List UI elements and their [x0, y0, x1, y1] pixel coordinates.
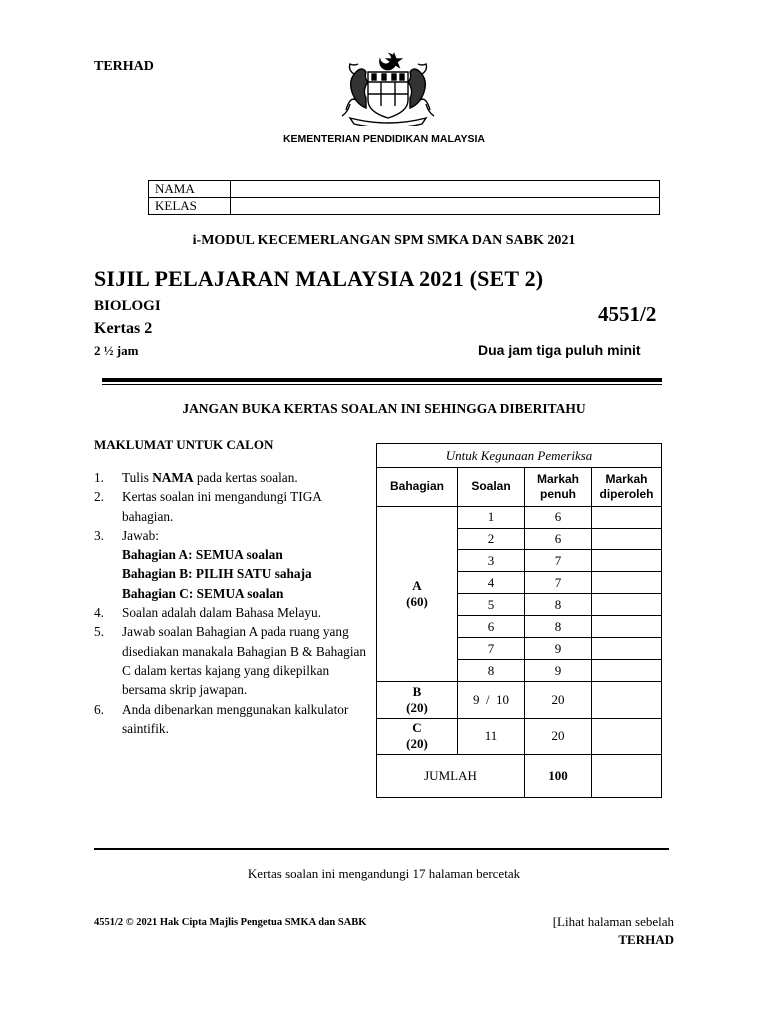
instruction-number: 3.	[94, 527, 104, 543]
candidate-instructions-list	[94, 468, 374, 738]
table-row	[377, 755, 662, 798]
class-row	[149, 198, 660, 215]
instruction-item	[94, 603, 374, 622]
class-field[interactable]	[231, 198, 660, 215]
section-b-label: B	[412, 683, 422, 699]
section-b-marks: (20)	[406, 699, 428, 715]
header-full-marks-line: Markah	[536, 471, 580, 486]
section-a-label: A	[412, 577, 422, 593]
marks-obtained-field[interactable]	[592, 682, 662, 719]
marks-obtained-field[interactable]	[592, 528, 662, 550]
section-c-label: C	[412, 720, 422, 736]
marks-obtained-field[interactable]	[592, 572, 662, 594]
section-a-instruction: Bahagian A: SEMUA soalan	[122, 547, 283, 563]
header-divider-thick	[102, 378, 662, 382]
marks-obtained-field[interactable]	[592, 616, 662, 638]
section-c-marks: (20)	[406, 736, 428, 752]
instruction-number: 1.	[94, 470, 104, 485]
classification-label-top: TERHAD	[94, 59, 154, 74]
section-a-marks: (60)	[406, 593, 428, 609]
classification-label-bottom: TERHAD	[618, 932, 674, 947]
instruction-item	[94, 468, 374, 487]
paper-code: 4551/2	[598, 302, 657, 326]
table-row	[377, 682, 662, 719]
ministry-name: KEMENTERIAN PENDIDIKAN MALAYSIA	[282, 133, 486, 145]
question-number: 6	[458, 616, 525, 638]
instruction-item	[94, 700, 374, 739]
next-page-note: [Lihat halaman sebelah	[552, 914, 674, 929]
class-label: KELAS	[149, 198, 231, 215]
marks-obtained-field[interactable]	[592, 550, 662, 572]
header-section: Bahagian	[377, 468, 458, 507]
marks-table-caption: Untuk Kegunaan Pemeriksa	[377, 444, 662, 468]
full-marks: 6	[525, 506, 592, 528]
header-divider-thin	[102, 384, 662, 385]
full-marks: 20	[525, 682, 592, 719]
instruction-text: Kertas soalan ini mengandungi TIGA bahagian.	[122, 489, 322, 524]
marks-obtained-field[interactable]	[592, 506, 662, 528]
instruction-number: 2.	[94, 489, 104, 505]
total-marks-obtained-field[interactable]	[592, 755, 662, 798]
exam-title: SIJIL PELAJARAN MALAYSIA 2021 (SET 2)	[94, 266, 544, 291]
candidate-info-heading: MAKLUMAT UNTUK CALON	[94, 437, 274, 452]
marks-obtained-field[interactable]	[592, 660, 662, 682]
section-c-instruction: Bahagian C: SEMUA soalan	[122, 585, 284, 601]
section-a-cell	[377, 506, 458, 681]
marks-obtained-field[interactable]	[592, 594, 662, 616]
full-marks: 7	[525, 550, 592, 572]
student-details-box	[148, 180, 660, 215]
question-number: 7	[458, 638, 525, 660]
question-number: 8	[458, 660, 525, 682]
section-c-cell	[377, 718, 458, 755]
header-marks-obtained-line: diperoleh	[599, 486, 654, 501]
instruction-text-part: pada kertas soalan.	[193, 470, 298, 485]
page-count-note: Kertas soalan ini mengandungi 17 halaman bercetak	[247, 866, 521, 881]
instruction-text-part: Jawab:	[122, 527, 159, 543]
instruction-number: 5.	[94, 624, 104, 640]
header-marks-obtained	[592, 468, 662, 507]
instruction-text: Jawab soalan Bahagian A pada ruang yang disediakan manakala Bahagian B & Bahagian C dalam kertas kajang yang dikepilkan bersama skrip jawapan.	[122, 624, 367, 698]
duration-long: Dua jam tiga puluh minit	[478, 342, 641, 358]
full-marks: 7	[525, 572, 592, 594]
instruction-text	[122, 526, 374, 603]
question-number: 4	[458, 572, 525, 594]
instruction-item	[94, 487, 374, 526]
do-not-open-warning: JANGAN BUKA KERTAS SOALAN INI SEHINGGA DIBERITAHU	[182, 401, 586, 416]
name-label: NAMA	[149, 181, 231, 198]
name-row	[149, 181, 660, 198]
full-marks: 9	[525, 638, 592, 660]
question-number: 1	[458, 506, 525, 528]
header-question: Soalan	[458, 468, 525, 507]
table-row	[377, 718, 662, 755]
instruction-emphasis: NAMA	[152, 470, 194, 485]
instruction-text: Soalan adalah dalam Bahasa Melayu.	[122, 605, 322, 621]
question-number: 9 / 10	[458, 682, 525, 719]
instruction-number: 4.	[94, 605, 104, 621]
marks-obtained-field[interactable]	[592, 638, 662, 660]
full-marks: 8	[525, 594, 592, 616]
instruction-item	[94, 622, 374, 699]
subject-name: BIOLOGI	[94, 298, 161, 314]
instruction-number: 6.	[94, 701, 104, 717]
header-full-marks	[525, 468, 592, 507]
question-number: 11	[458, 718, 525, 755]
full-marks: 20	[525, 718, 592, 755]
instruction-text: Anda dibenarkan menggunakan kalkulator saintifik.	[122, 701, 349, 736]
module-title: i-MODUL KECEMERLANGAN SPM SMKA DAN SABK 2021	[192, 233, 576, 248]
total-label: JUMLAH	[377, 755, 525, 798]
paper-number: Kertas 2	[94, 320, 153, 337]
question-number: 5	[458, 594, 525, 616]
question-number: 3	[458, 550, 525, 572]
table-row	[377, 506, 662, 528]
examiner-marks-table	[376, 443, 662, 798]
full-marks: 9	[525, 660, 592, 682]
copyright-notice: 4551/2 © 2021 Hak Cipta Majlis Pengetua SMKA dan SABK	[94, 917, 367, 928]
section-b-cell	[377, 682, 458, 719]
full-marks: 6	[525, 528, 592, 550]
header-marks-obtained-line: Markah	[605, 471, 648, 486]
instruction-item	[94, 526, 374, 603]
footer-divider	[94, 848, 669, 850]
header-full-marks-line: penuh	[540, 486, 576, 501]
full-marks: 8	[525, 616, 592, 638]
name-field[interactable]	[231, 181, 660, 198]
section-b-instruction: Bahagian B: PILIH SATU sahaja	[122, 566, 312, 582]
total-full-marks: 100	[525, 755, 592, 798]
duration-short: 2 ½ jam	[94, 343, 139, 358]
question-number: 2	[458, 528, 525, 550]
marks-obtained-field[interactable]	[592, 718, 662, 755]
malaysia-coat-of-arms-icon	[332, 50, 444, 126]
instruction-text-part: Tulis	[122, 470, 153, 485]
instruction-text	[122, 468, 374, 487]
